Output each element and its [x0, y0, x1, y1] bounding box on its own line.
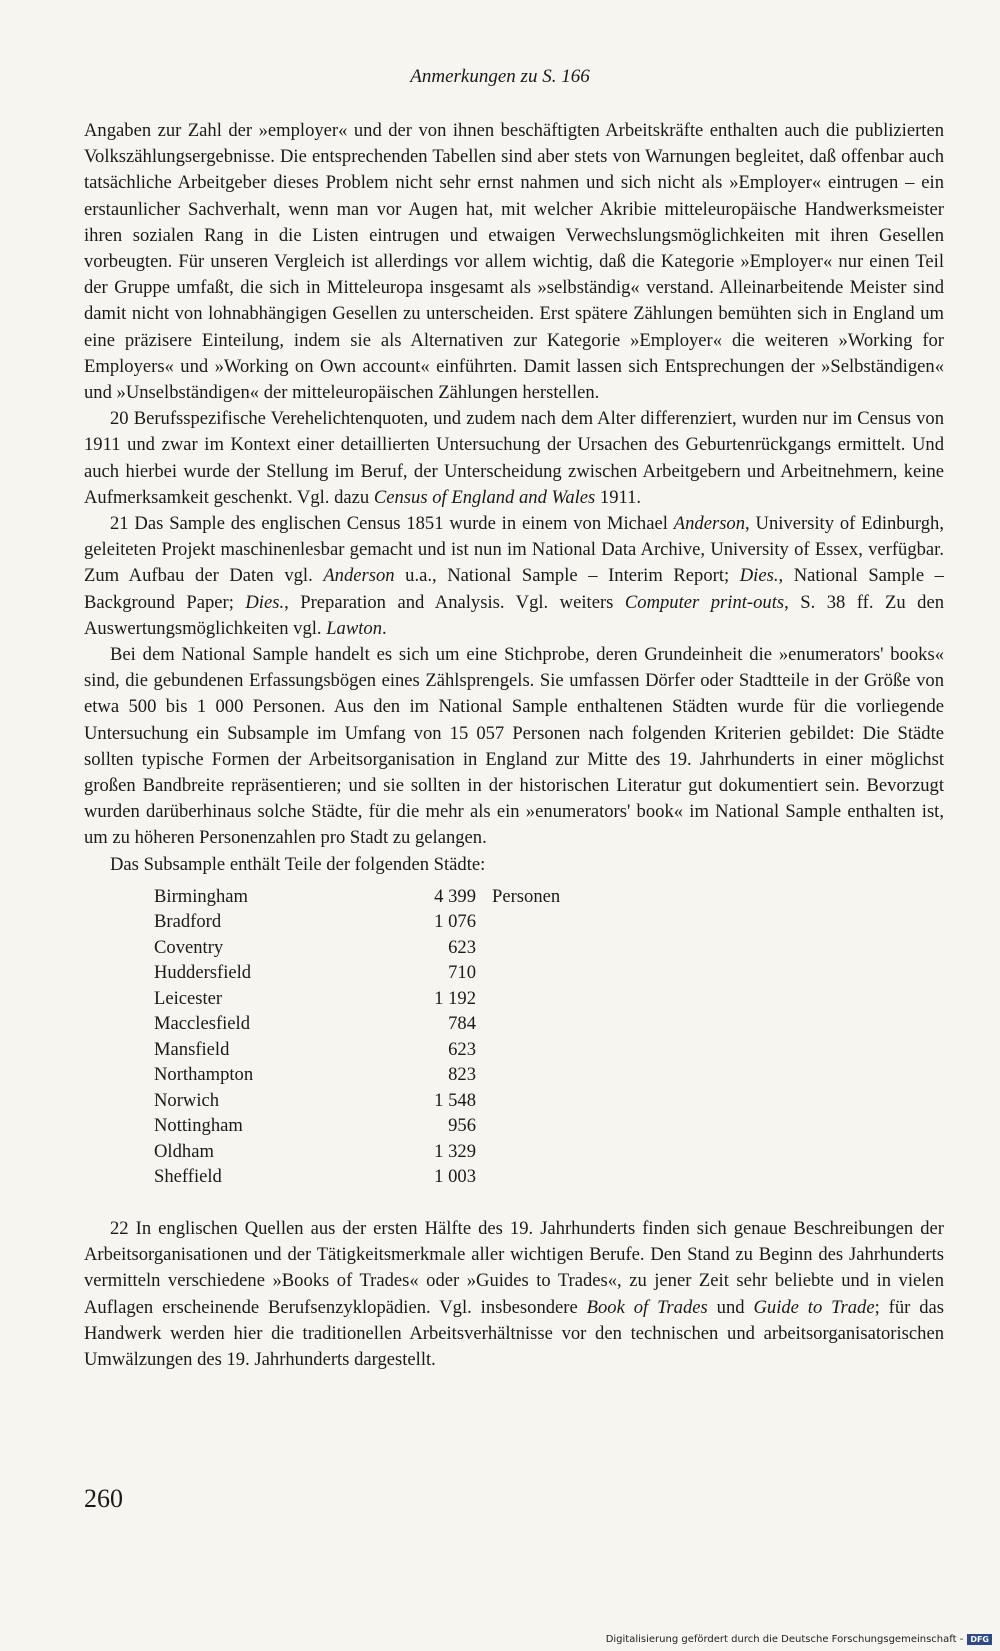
- city-name: Norwich: [154, 1089, 220, 1111]
- person-count: 823: [448, 1064, 476, 1086]
- paragraph-employer: Angaben zur Zahl der »employer« und der von ihnen beschäftigten Arbeitskräfte enthalten auch die publizierten Volkszählungsergebnisse. Die entsprechenden Tabellen sind aber stets von Warnungen begleitet, daß offenbar auch tatsächliche Arbeitgeber dieses Problem nicht sehr ernst nahmen und sich nicht als »Employer« eintrugen – ein erstaunlicher Sachverhalt, wenn man vor Augen hat, mit welcher Akribie mitteleuropäische Handwerksmeister ihren sozialen Rang in die Listen eintrugen und etwaigen Verwechslungsmöglichkeiten mit ihren Gesellen vorbeugten. Für unseren Vergleich ist allerdings vor allem wichtig, daß die Kategorie »Employer« nur einen Teil der Gruppe umfaßt, die sich in Mitteleuropa insgesamt als »selbständig« verstand. Alleinarbeitende Meister sind damit nicht von lohnabhängigen Gesellen zu unterscheiden. Erst spätere Zählungen bemühten sich in England um eine präzisere Einteilung, indem sie als Alternativen zur Kategorie »Employer« die weiteren »Working for Employers« und »Working on Own account« einführten. Damit lassen sich Entsprechungen der »Selbständigen« und »Unselbständigen« der mitteleuropäischen Zählungen herstellen.: [84, 120, 944, 404]
- city-name: Bradford: [154, 911, 222, 933]
- city-name: Macclesfield: [154, 1013, 251, 1035]
- table-row: [154, 986, 560, 1012]
- footnote-20: 20 Berufsspezifische Verehelichtenquoten, und zudem nach dem Alter differenziert, wurden nur im Census von 1911 und zwar im Kontext einer detaillierten Untersuchung der Ursachen des Geburtenrückgangs ermittelt. Und auch hierbei wurde der Stellung im Beruf, der Unterscheidung zwischen Arbeitgebern und Arbeitnehmern, keine Aufmerksamkeit geschenkt. Vgl. dazu Census of England and Wales 1911.: [84, 408, 944, 508]
- unit-label: [476, 1062, 560, 1088]
- person-count: 956: [448, 1115, 476, 1137]
- city-name: Leicester: [154, 987, 223, 1009]
- person-count: 4 399: [434, 885, 476, 907]
- table-row: [154, 1037, 560, 1063]
- person-count: 1 548: [434, 1089, 476, 1111]
- dfg-logo: DFG: [967, 1634, 992, 1645]
- person-count: 1 076: [434, 911, 476, 933]
- table-row: [154, 1088, 560, 1114]
- paragraph-subsample-intro: Das Subsample enthält Teile der folgenden Städte:: [110, 853, 486, 875]
- city-name: Huddersfield: [154, 962, 252, 984]
- table-row: [154, 909, 560, 935]
- person-count: 710: [448, 962, 476, 984]
- table-row: [154, 935, 560, 961]
- table-row: [154, 1139, 560, 1165]
- table-row: [154, 1113, 560, 1139]
- unit-label: [476, 986, 560, 1012]
- person-count: 623: [448, 936, 476, 958]
- table-row: [154, 884, 560, 910]
- city-name: Nottingham: [154, 1115, 243, 1137]
- page-body: [84, 118, 944, 1373]
- footnote-22: 22 In englischen Quellen aus der ersten Hälfte des 19. Jahrhunderts finden sich genaue Beschreibungen der Arbeitsorganisationen und der Tätigkeitsmerkmale aller wichtigen Berufe. Den Stand zu Beginn des Jahrhunderts vermitteln verschiedene »Books of Trades« oder »Guides to Trades«, zu jener Zeit sehr beliebte und in vielen Auflagen erscheinende Berufsenzyklopädien. Vgl. insbesondere Book of Trades und Guide to Trade; für das Handwerk werden hier die traditionellen Arbeitsverhältnisse vor den technischen und arbeitsorganisatorischen Umwälzungen des 19. Jahrhunderts dargestellt.: [84, 1217, 945, 1370]
- unit-label: [476, 935, 560, 961]
- city-name: Northampton: [154, 1064, 254, 1086]
- city-name: Sheffield: [154, 1166, 222, 1188]
- city-name: Mansfield: [154, 1038, 230, 1060]
- cities-table: [154, 884, 560, 1190]
- unit-label: [476, 960, 560, 986]
- footnote-21: 21 Das Sample des englischen Census 1851 wurde in einem von Michael Anderson, University of Edinburgh, geleiteten Projekt maschinenlesbar gemacht und ist nun im National Data Archive, University of Essex, verfügbar. Zum Aufbau der Daten vgl. Anderson u.a., National Sample – Interim Report; Dies., National Sample – Background Paper; Dies., Preparation and Analysis. Vgl. weiters Computer print-outs, S. 38 ff. Zu den Auswertungsmöglichkeiten vgl. Lawton.: [84, 513, 944, 639]
- unit-label: [476, 1011, 560, 1037]
- digitization-credit: [606, 1634, 992, 1645]
- unit-label: [476, 1139, 560, 1165]
- person-count: 784: [448, 1013, 476, 1035]
- table-row: [154, 1164, 560, 1190]
- table-row: [154, 1011, 560, 1037]
- unit-label: [476, 1037, 560, 1063]
- unit-label: [476, 909, 560, 935]
- credit-text: Digitalisierung gefördert durch die Deutsche Forschungsgemeinschaft -: [605, 1634, 964, 1645]
- page-number: 260: [84, 1484, 123, 1513]
- cities-table-body: [154, 884, 560, 1190]
- person-count: 1 329: [434, 1140, 476, 1162]
- city-name: Coventry: [154, 936, 224, 958]
- city-name: Oldham: [154, 1140, 214, 1162]
- unit-label: Personen: [492, 885, 561, 907]
- city-name: Birmingham: [154, 885, 248, 907]
- person-count: 1 003: [434, 1166, 476, 1188]
- table-row: [154, 1062, 560, 1088]
- running-header: Anmerkungen zu S. 166: [410, 66, 590, 87]
- unit-label: [476, 1088, 560, 1114]
- unit-label: [476, 1164, 560, 1190]
- paragraph-national-sample: Bei dem National Sample handelt es sich um eine Stichprobe, deren Grundeinheit die »enumerators' books« sind, die gebundenen Erfassungsbögen eines Zählsprengels. Sie umfassen Dörfer oder Stadtteile in der Größe von etwa 500 bis 1 000 Personen. Aus den im National Sample enthaltenen Städten wurde für die vorliegende Untersuchung ein Subsample im Umfang von 15 057 Personen nach folgenden Kriterien gebildet: Die Städte sollten typische Formen der Arbeitsorganisation in England zur Mitte des 19. Jahrhunderts in einer möglichst großen Bandbreite repräsentieren; und sie sollten in der historischen Literatur gut dokumentiert sein. Bevorzugt wurden darüberhinaus solche Städte, für die mehr als ein »enumerators' book« im National Sample enthalten ist, um zu höheren Personenzahlen pro Stadt zu gelangen.: [84, 644, 944, 849]
- person-count: 1 192: [434, 987, 476, 1009]
- table-row: [154, 960, 560, 986]
- person-count: 623: [448, 1038, 476, 1060]
- unit-label: [476, 1113, 560, 1139]
